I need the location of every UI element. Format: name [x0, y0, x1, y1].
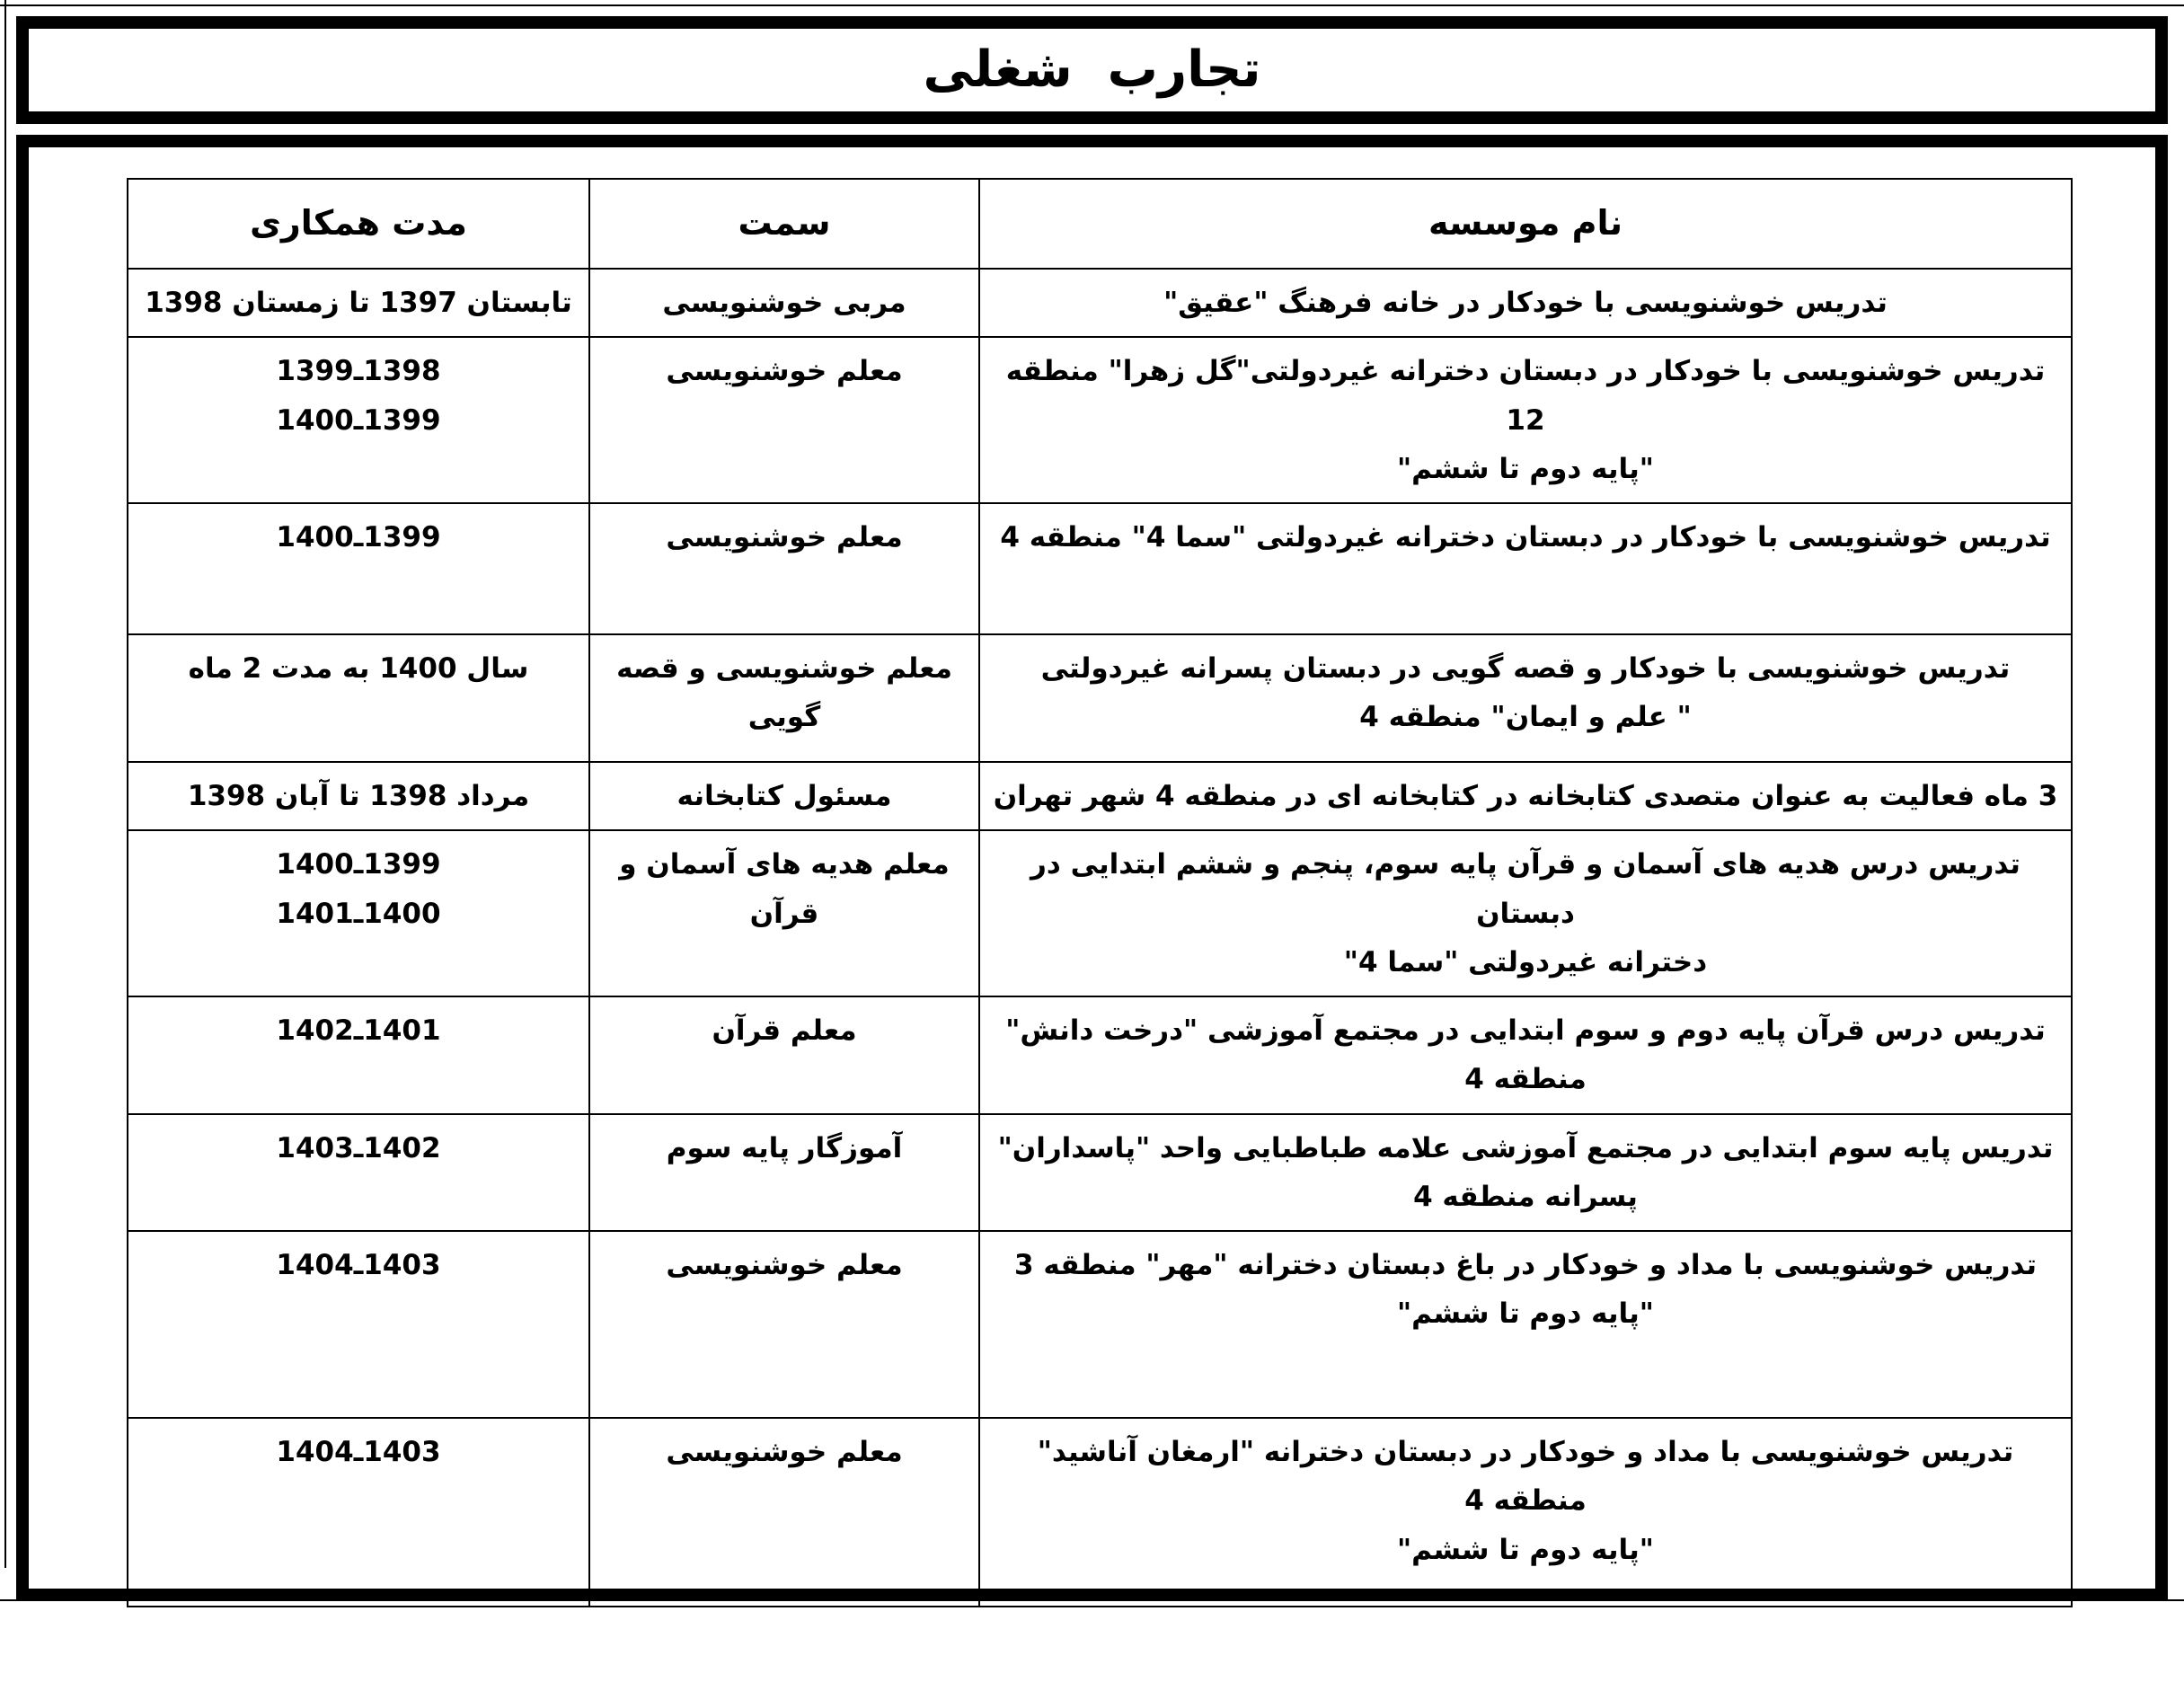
cell-position: معلم خوشنویسی [589, 1418, 979, 1607]
cell-duration [128, 634, 589, 762]
cell-position: معلم هدیه های آسمان و قرآن [589, 830, 979, 996]
institution-line-1: تدریس خوشنویسی با مداد و خودکار در باغ دبستان دخترانه "مهر" منطقه 3 [1014, 1249, 2037, 1281]
duration-line-1: سال 1400 به مدت 2 ماه [188, 652, 529, 685]
duration-line-2: 1400ـ1401 [276, 897, 441, 930]
institution-line-2: منطقه 4 [1464, 1063, 1587, 1096]
cell-duration [128, 337, 589, 503]
page-hairline-top [0, 4, 2184, 6]
cell-position: معلم خوشنویسی [589, 337, 979, 503]
table-row [128, 634, 2072, 762]
institution-line-2: دخترانه غیردولتی "سما 4" [1343, 945, 1708, 978]
institution-line-1: تدریس خوشنویسی با خودکار در دبستان دخترانه غیردولتی"گل زهرا" منطقه 12 [1005, 355, 2046, 437]
institution-line-2: "پایه دوم تا ششم" [1397, 1533, 1654, 1566]
cell-institution [979, 503, 2072, 634]
institution-line-1: تدریس پایه سوم ابتدایی در مجتمع آموزشی علامه طباطبایی واحد "پاسداران" [997, 1131, 2054, 1164]
duration-line-1: 1402ـ1403 [276, 1131, 441, 1164]
institution-line-2: " علم و ایمان" منطقه 4 [1359, 701, 1692, 734]
cell-duration [128, 1418, 589, 1607]
table-row [128, 1418, 2072, 1607]
cell-duration [128, 996, 589, 1114]
cell-institution [979, 996, 2072, 1114]
work-experience-table [127, 178, 2073, 1607]
cell-institution [979, 634, 2072, 762]
cell-duration [128, 269, 589, 337]
body-frame [16, 135, 2168, 1601]
cell-position: مربی خوشنویسی [589, 269, 979, 337]
table-header-row [128, 179, 2072, 269]
cell-institution [979, 1418, 2072, 1607]
cell-institution [979, 830, 2072, 996]
column-header-duration: مدت همکاری [128, 179, 589, 269]
cell-institution [979, 762, 2072, 830]
institution-line-1: 3 ماه فعالیت به عنوان متصدی کتابخانه در کتابخانه ای در منطقه 4 شهر تهران [993, 780, 2058, 812]
page-hairline-left [4, 0, 6, 1568]
duration-line-2: 1399ـ1400 [276, 403, 441, 437]
cell-institution [979, 337, 2072, 503]
cell-position: معلم خوشنویسی و قصه گویی [589, 634, 979, 762]
cell-position: معلم قرآن [589, 996, 979, 1114]
cell-position: معلم خوشنویسی [589, 503, 979, 634]
table-header [128, 179, 2072, 269]
institution-line-1: تدریس درس قرآن پایه دوم و سوم ابتدایی در مجتمع آموزشی "درخت دانش" [1005, 1014, 2046, 1047]
cell-duration [128, 503, 589, 634]
table-row [128, 1114, 2072, 1232]
table-row [128, 1231, 2072, 1418]
cell-institution [979, 1231, 2072, 1418]
institution-line-2: "پایه دوم تا ششم" [1397, 452, 1654, 485]
duration-line-1: مرداد 1398 تا آبان 1398 [187, 780, 530, 812]
cell-duration [128, 1231, 589, 1418]
duration-line-1: تابستان 1397 تا زمستان 1398 [145, 287, 572, 319]
institution-line-1: تدریس درس هدیه های آسمان و قرآن پایه سوم، پنجم و ششم ابتدایی در دبستان [1030, 848, 2020, 930]
institution-line-1: تدریس خوشنویسی با مداد و خودکار در دبستان دخترانه "ارمغان آناشید" منطقه 4 [1037, 1436, 2014, 1518]
column-header-position: سمت [589, 179, 979, 269]
duration-line-1: 1401ـ1402 [276, 1014, 441, 1047]
cell-position: معلم خوشنویسی [589, 1231, 979, 1418]
institution-line-1: تدریس خوشنویسی با خودکار در دبستان دخترانه غیردولتی "سما 4" منطقه 4 [1000, 521, 2051, 553]
title-frame [16, 16, 2168, 124]
table-body [128, 269, 2072, 1607]
table-row [128, 337, 2072, 503]
duration-line-1: 1399ـ1400 [276, 848, 441, 881]
duration-line-1: 1398ـ1399 [276, 355, 441, 388]
table-row [128, 996, 2072, 1114]
title-inner [29, 29, 2155, 111]
table-row [128, 269, 2072, 337]
table-row [128, 762, 2072, 830]
institution-line-2: "پایه دوم تا ششم" [1397, 1297, 1654, 1331]
cell-institution [979, 1114, 2072, 1232]
duration-line-1: 1403ـ1404 [276, 1436, 441, 1468]
cell-position: مسئول کتابخانه [589, 762, 979, 830]
page-title: تجارب شغلی [923, 40, 1261, 99]
duration-line-1: 1403ـ1404 [276, 1249, 441, 1281]
institution-line-2: پسرانه منطقه 4 [1413, 1180, 1638, 1213]
cell-duration [128, 762, 589, 830]
duration-line-1: 1399ـ1400 [276, 521, 441, 553]
cell-duration [128, 1114, 589, 1232]
cell-position: آموزگار پایه سوم [589, 1114, 979, 1232]
column-header-institution: نام موسسه [979, 179, 2072, 269]
cell-duration [128, 830, 589, 996]
cell-institution [979, 269, 2072, 337]
institution-line-1: تدریس خوشنویسی با خودکار و قصه گویی در دبستان پسرانه غیردولتی [1040, 652, 2011, 685]
institution-line-1: تدریس خوشنویسی با خودکار در خانه فرهنگ "عقیق" [1163, 287, 1888, 319]
table-row [128, 503, 2072, 634]
table-row [128, 830, 2072, 996]
